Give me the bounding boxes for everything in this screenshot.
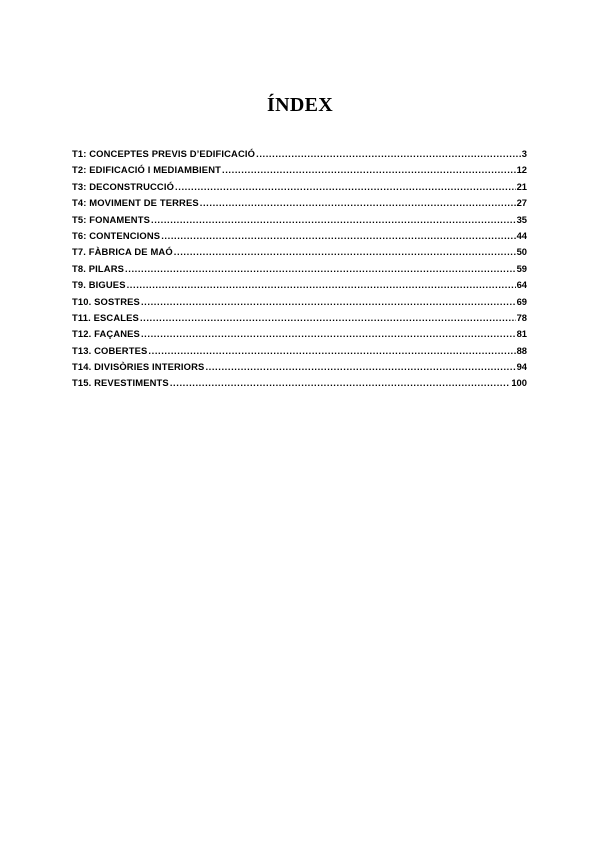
toc-dot-leader [256, 146, 521, 162]
toc-dot-leader [148, 343, 515, 359]
toc-entry-label: T1: CONCEPTES PREVIS D’EDIFICACIÓ [72, 148, 256, 159]
toc-entry-t6[interactable] [72, 228, 527, 244]
table-of-contents [72, 146, 527, 392]
toc-entry-t12[interactable] [72, 326, 527, 342]
toc-dot-leader [141, 294, 516, 310]
toc-entry-label: T3: DECONSTRUCCIÓ [72, 180, 175, 192]
toc-entry-t14[interactable] [72, 359, 527, 375]
toc-dot-leader [141, 326, 516, 342]
toc-entry-t9[interactable] [72, 277, 527, 293]
toc-entry-label: T10. SOSTRES [72, 295, 140, 307]
toc-entry-label: T7. FÀBRICA DE MAÓ [72, 246, 173, 258]
toc-entry-label: T9. BIGUES [72, 279, 126, 291]
toc-entry-page-number: 21 [516, 180, 527, 192]
toc-entry-t7[interactable] [72, 244, 527, 260]
toc-entry-label: T14. DIVISÒRIES INTERIORS [72, 361, 205, 373]
toc-entry-t10[interactable] [72, 294, 527, 310]
toc-entry-label: T13. COBERTES [72, 344, 148, 356]
toc-dot-leader [125, 261, 516, 277]
toc-entry-t8[interactable] [72, 261, 527, 277]
toc-entry-label: T5: FONAMENTS [72, 213, 150, 225]
toc-dot-leader [205, 359, 515, 375]
toc-dot-leader [200, 195, 516, 211]
toc-entry-label: T4: MOVIMENT DE TERRES [72, 197, 199, 209]
toc-entry-t2[interactable] [72, 162, 527, 178]
toc-entry-label: T12. FAÇANES [72, 328, 140, 340]
toc-entry-t3[interactable] [72, 179, 527, 195]
toc-entry-t1[interactable] [72, 146, 527, 162]
toc-entry-label: T8. PILARS [72, 262, 125, 274]
toc-entry-label: T2: EDIFICACIÓ I MEDIAMBIENT [72, 164, 221, 176]
toc-entry-page-number: 27 [516, 197, 527, 209]
toc-dot-leader [140, 310, 516, 326]
toc-dot-leader [161, 228, 515, 244]
toc-dot-leader [170, 375, 511, 391]
toc-entry-page-number: 59 [516, 262, 527, 274]
toc-entry-page-number: 81 [516, 328, 527, 340]
toc-entry-t5[interactable] [72, 212, 527, 228]
toc-entry-page-number: 78 [516, 311, 527, 323]
toc-entry-t15[interactable] [72, 375, 527, 391]
toc-dot-leader [175, 179, 516, 195]
toc-entry-page-number: 69 [516, 295, 527, 307]
toc-entry-page-number: 3 [521, 148, 527, 159]
toc-entry-page-number: 35 [516, 213, 527, 225]
toc-entry-label: T11. ESCALES [72, 311, 139, 323]
toc-dot-leader [151, 212, 516, 228]
toc-dot-leader [222, 162, 516, 178]
toc-entry-page-number: 50 [516, 246, 527, 258]
toc-dot-leader [174, 244, 516, 260]
toc-entry-page-number: 100 [511, 377, 527, 389]
toc-entry-page-number: 12 [516, 164, 527, 176]
toc-entry-t13[interactable] [72, 343, 527, 359]
toc-entry-t11[interactable] [72, 310, 527, 326]
toc-entry-page-number: 64 [516, 279, 527, 291]
toc-entry-label: T6: CONTENCIONS [72, 229, 161, 241]
toc-entry-label: T15. REVESTIMENTS [72, 377, 169, 389]
toc-entry-page-number: 44 [516, 229, 527, 241]
toc-entry-t4[interactable] [72, 195, 527, 211]
page-title: ÍNDEX [267, 94, 333, 116]
toc-dot-leader [127, 277, 516, 293]
toc-entry-page-number: 88 [516, 344, 527, 356]
toc-entry-page-number: 94 [516, 361, 527, 373]
